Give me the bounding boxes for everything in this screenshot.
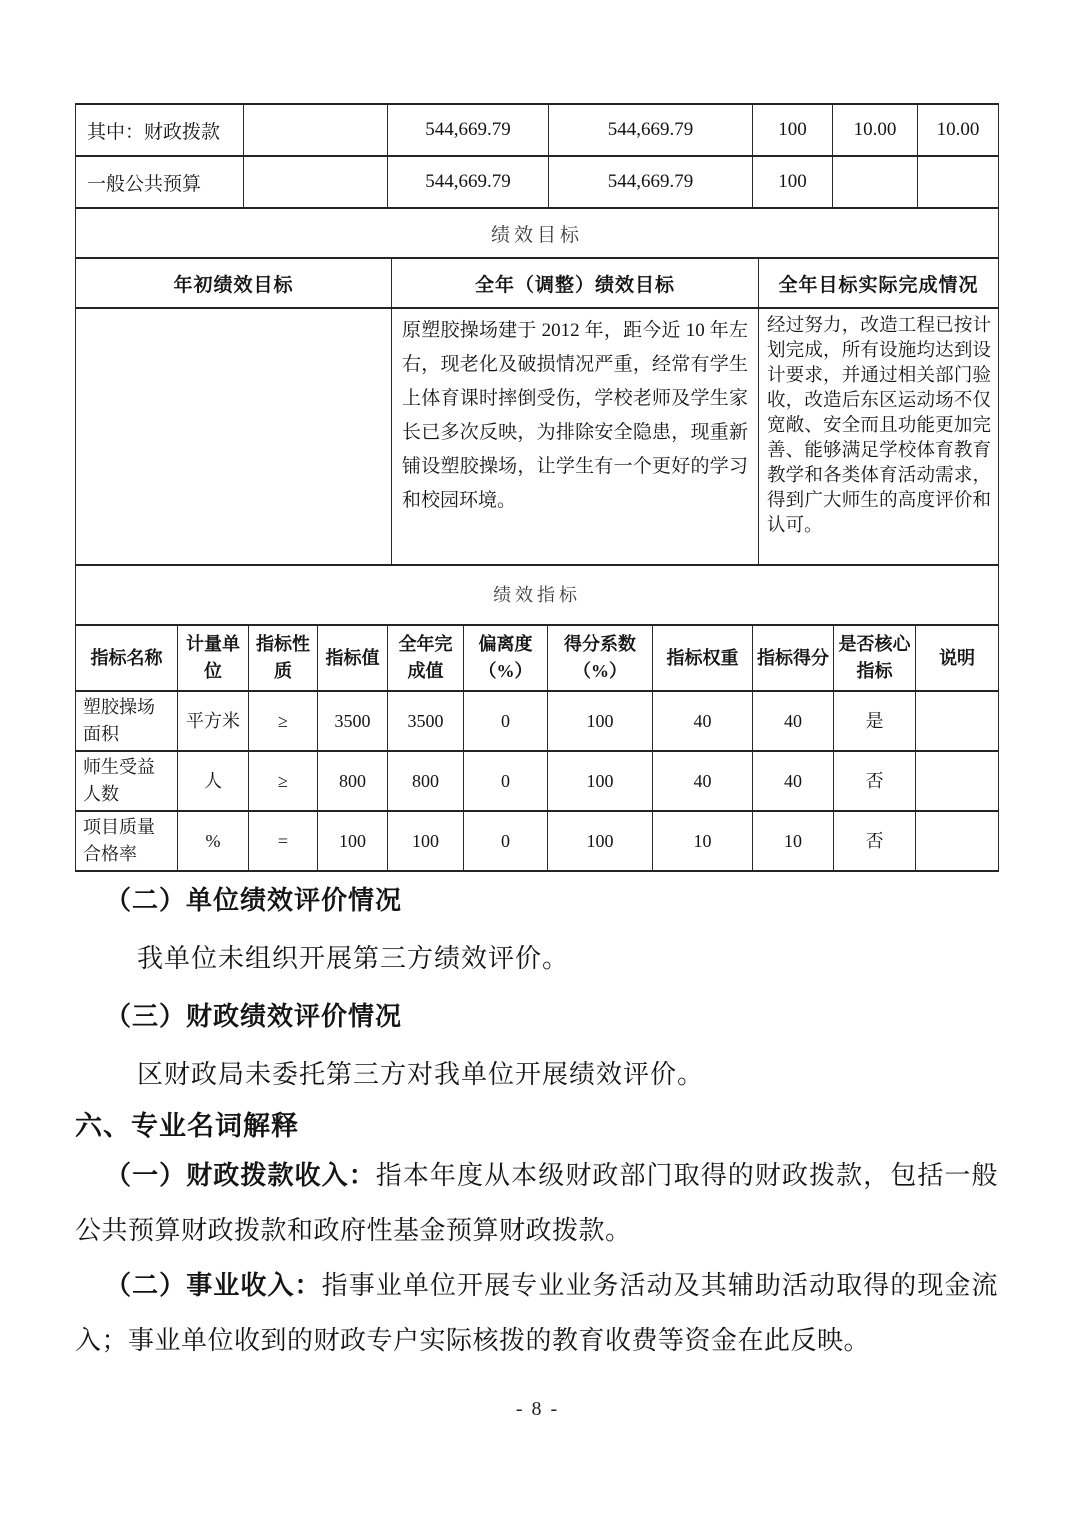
cell: 否	[834, 811, 916, 871]
table-row	[76, 308, 999, 565]
cell	[833, 156, 918, 208]
cell	[244, 104, 388, 156]
column-header: 说明	[916, 625, 999, 691]
column-header: 全年（调整）绩效目标	[392, 258, 759, 308]
table-row	[76, 208, 999, 258]
funding-table	[75, 103, 999, 209]
paragraph-fiscal-eval: 区财政局未委托第三方对我单位开展绩效评价。	[137, 1060, 705, 1089]
cell: 800	[318, 751, 388, 811]
cell	[244, 156, 388, 208]
cell: 100	[388, 811, 464, 871]
cell: 544,669.79	[388, 156, 549, 208]
cell: 否	[834, 751, 916, 811]
table-row	[76, 811, 999, 871]
cell: 平方米	[178, 691, 249, 751]
performance-indicator-table	[75, 564, 999, 872]
term-label: （二）事业收入：	[105, 1271, 322, 1300]
cell	[916, 811, 999, 871]
column-header: 全年完成值	[388, 625, 464, 691]
cell: 10	[753, 811, 834, 871]
cell	[916, 691, 999, 751]
cell: %	[178, 811, 249, 871]
column-header: 得分系数（%）	[548, 625, 653, 691]
cell: ≥	[249, 751, 318, 811]
body-text-area	[0, 872, 1075, 1368]
cell: 100	[753, 104, 833, 156]
cell: 0	[464, 811, 548, 871]
cell: 100	[753, 156, 833, 208]
cell: =	[249, 811, 318, 871]
cell: 40	[753, 751, 834, 811]
table-row	[76, 751, 999, 811]
column-header: 偏离度（%）	[464, 625, 548, 691]
cell-indicator-name: 师生受益人数	[76, 751, 178, 811]
goal-table-title: 绩效目标	[76, 208, 999, 258]
cell: 是	[834, 691, 916, 751]
goal-cell-actual: 经过努力，改造工程已按计划完成，所有设施均达到设计要求，并通过相关部门验收，改造后东区运动场不仅宽敞、安全而且功能更加完善、能够满足学校体育教育教学和各类体育活动需求，得到广大师生的高度评价和认可。	[759, 308, 999, 565]
cell: 10	[653, 811, 753, 871]
section-heading-fiscal-eval: （三）财政绩效评价情况	[105, 1002, 403, 1031]
term-definition: 指本年度从本级财政部门取得的财政拨款，包括一般公共预算财政拨款和政府性基金预算财政拨款。	[75, 1161, 998, 1245]
cell: 3500	[318, 691, 388, 751]
column-header: 指标权重	[653, 625, 753, 691]
cell: 800	[388, 751, 464, 811]
table-row	[76, 565, 999, 625]
column-header: 计量单位	[178, 625, 249, 691]
column-header: 指标性质	[249, 625, 318, 691]
section-heading-unit-eval: （二）单位绩效评价情况	[105, 886, 403, 915]
cell: ≥	[249, 691, 318, 751]
performance-goal-table	[75, 207, 999, 566]
column-header: 指标名称	[76, 625, 178, 691]
goal-cell-adjusted: 原塑胶操场建于 2012 年，距今近 10 年左右，现老化及破损情况严重，经常有学生上体育课时摔倒受伤，学校老师及学生家长已多次反映，为排除安全隐患，现重新铺设塑胶操场，让学生有一个更好的学习和校园环境。	[392, 308, 759, 565]
cell: 544,669.79	[549, 156, 753, 208]
column-header: 指标得分	[753, 625, 834, 691]
cell: 100	[548, 691, 653, 751]
cell: 544,669.79	[549, 104, 753, 156]
page-number: - 8 -	[515, 1398, 560, 1420]
cell: 40	[653, 751, 753, 811]
cell-row-label: 一般公共预算	[76, 156, 244, 208]
cell: 40	[653, 691, 753, 751]
term-label: （一）财政拨款收入：	[105, 1161, 376, 1190]
cell: 40	[753, 691, 834, 751]
table-row	[76, 258, 999, 308]
term-paragraph-business-income	[75, 1258, 998, 1368]
section-heading-terms: 六、专业名词解释	[75, 1111, 299, 1141]
cell: 10.00	[918, 104, 999, 156]
cell: 100	[548, 751, 653, 811]
cell: 100	[548, 811, 653, 871]
column-header: 是否核心指标	[834, 625, 916, 691]
cell: 10.00	[833, 104, 918, 156]
table-row	[76, 625, 999, 691]
cell: 3500	[388, 691, 464, 751]
cell	[916, 751, 999, 811]
term-paragraph-fiscal-appropriation	[75, 1148, 998, 1258]
paragraph-unit-eval: 我单位未组织开展第三方绩效评价。	[137, 944, 570, 973]
column-header: 全年目标实际完成情况	[759, 258, 999, 308]
cell-row-label: 其中：财政拨款	[76, 104, 244, 156]
table-row	[76, 156, 999, 208]
table-row	[76, 691, 999, 751]
cell: 100	[318, 811, 388, 871]
table-row	[76, 104, 999, 156]
cell	[918, 156, 999, 208]
column-header: 年初绩效目标	[76, 258, 392, 308]
cell: 0	[464, 751, 548, 811]
cell-indicator-name: 塑胶操场面积	[76, 691, 178, 751]
column-header: 指标值	[318, 625, 388, 691]
indicator-table-title: 绩效指标	[76, 565, 999, 625]
cell: 0	[464, 691, 548, 751]
goal-cell-initial	[76, 308, 392, 565]
cell: 人	[178, 751, 249, 811]
term-definition: 指事业单位开展专业业务活动及其辅助活动取得的现金流入；事业单位收到的财政专户实际核拨的教育收费等资金在此反映。	[75, 1271, 998, 1355]
cell-indicator-name: 项目质量合格率	[76, 811, 178, 871]
cell: 544,669.79	[388, 104, 549, 156]
